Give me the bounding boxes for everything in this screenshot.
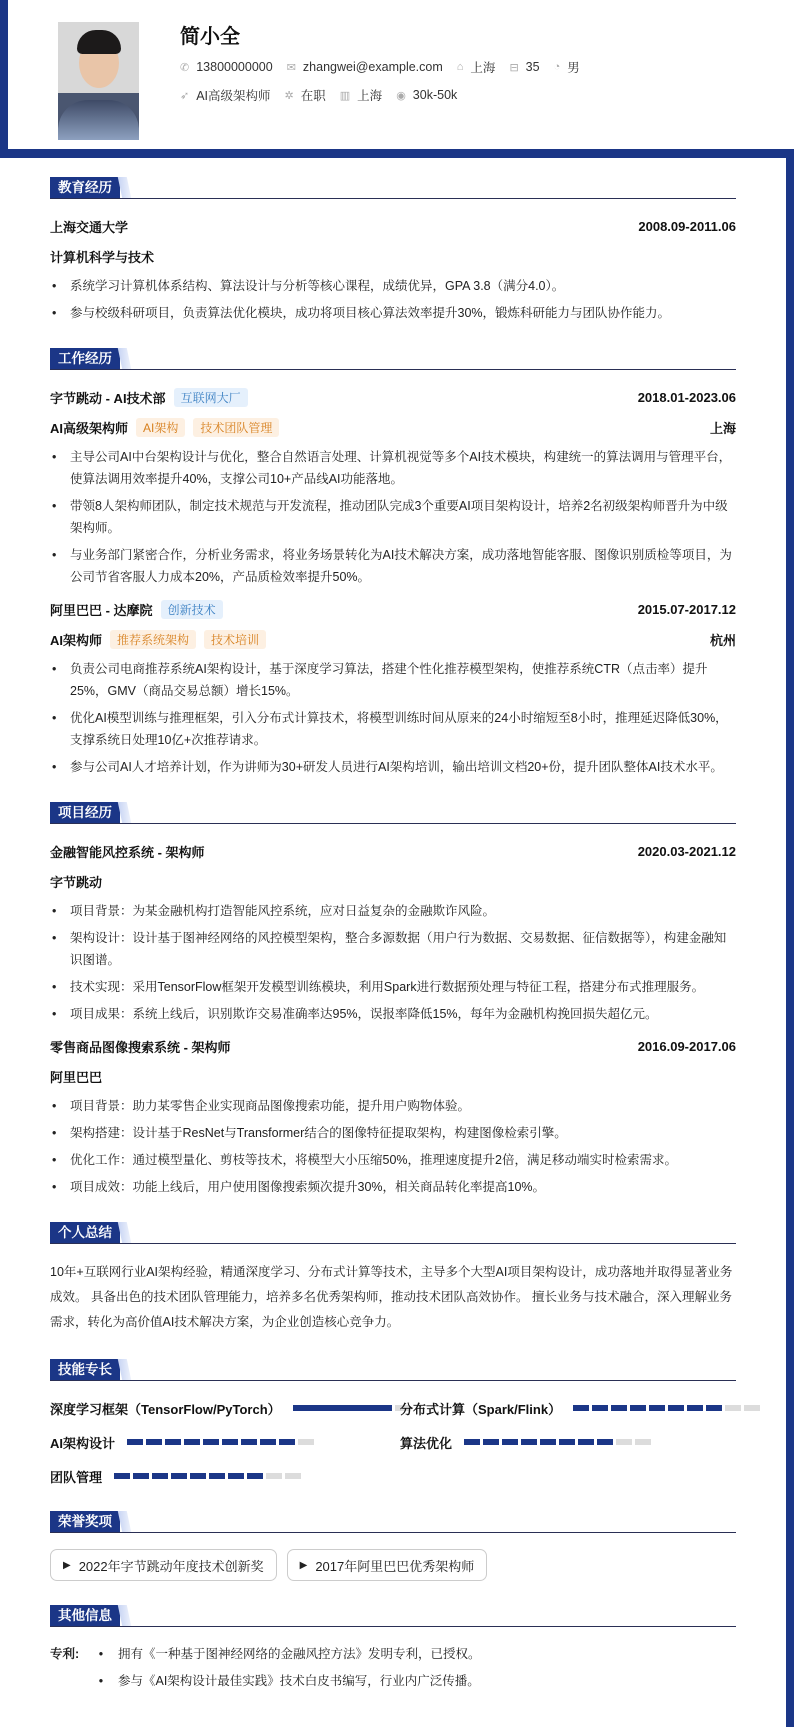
date: 2016.09-2017.06 xyxy=(637,1038,736,1054)
skill-segment-filled xyxy=(578,1439,594,1445)
work-role-row xyxy=(50,628,736,650)
section-title: 技能专长 xyxy=(50,1359,120,1380)
skill-segment-filled xyxy=(559,1439,575,1445)
skill-segment-empty xyxy=(616,1439,632,1445)
gender-icon: ◔ xyxy=(553,61,561,73)
skill-segment-filled xyxy=(190,1473,206,1479)
phone: 13800000000 xyxy=(196,60,273,74)
skill-segment-filled xyxy=(540,1439,556,1445)
work-role-row xyxy=(50,416,736,438)
section-skills xyxy=(50,1359,736,1381)
target-city: 上海 xyxy=(357,89,383,103)
other-item-row xyxy=(50,1670,736,1692)
skill-segment-filled xyxy=(326,1405,337,1411)
project-company: 字节跳动 xyxy=(50,874,103,890)
project-company-row xyxy=(50,1065,736,1087)
role-tag: 推荐系统架构 xyxy=(110,630,196,649)
list-item: • 参与校级科研项目，负责算法优化模块，成功将项目核心算法效率提升30%，锻炼科研能力与团队协作能力。 xyxy=(50,302,736,324)
skill-segment-filled xyxy=(127,1439,143,1445)
skill-item xyxy=(50,1431,400,1453)
list-item: • 带领8人架构师团队，制定技术规范与开发流程，推动团队完成3个重要AI项目架构设计，培养2名初级架构师晋升为中级架构师。 xyxy=(50,495,736,539)
skill-segment-filled xyxy=(706,1405,722,1411)
skill-name: AI架构设计 xyxy=(50,1435,116,1451)
list-item: • 参与公司AI人才培养计划，作为讲师为30+研发人员进行AI架构培训，输出培训文档20+份，提升团队整体AI技术水平。 xyxy=(50,756,736,778)
skill-segment-filled xyxy=(241,1439,257,1445)
skill-segment-filled xyxy=(304,1405,315,1411)
skill-segment-filled xyxy=(279,1439,295,1445)
skill-segment-empty xyxy=(635,1439,651,1445)
skill-segment-filled xyxy=(348,1405,359,1411)
list-item: • 优化AI模型训练与推理框架，引入分布式计算技术，将模型训练时间从原来的24小时缩短至8小时，推理延迟降低30%，支撑系统日处理10亿+次推荐请求。 xyxy=(50,707,736,751)
email: zhangwei@example.com xyxy=(302,60,443,74)
major-row xyxy=(50,245,736,267)
skill-segment-filled xyxy=(209,1473,225,1479)
awards-list xyxy=(50,1549,736,1581)
role-tag: 技术培训 xyxy=(204,630,266,649)
section-title: 项目经历 xyxy=(50,802,120,823)
project-row xyxy=(50,840,736,862)
skill-segment-filled xyxy=(464,1439,480,1445)
list-item: • 架构搭建：设计基于ResNet与Transformer结合的图像特征提取架构，构建图像检索引擎。 xyxy=(50,1122,736,1144)
salary-icon: ◉ xyxy=(396,89,406,102)
skill-name: 算法优化 xyxy=(400,1435,453,1451)
skill-segment-empty xyxy=(285,1473,301,1479)
date: 2015.07-2017.12 xyxy=(637,601,736,617)
skill-segment-filled xyxy=(171,1473,187,1479)
skill-bar xyxy=(114,1473,304,1479)
award-item[interactable] xyxy=(287,1549,488,1581)
skill-segment-filled xyxy=(184,1439,200,1445)
skill-bar xyxy=(127,1439,317,1445)
skill-segment-filled xyxy=(133,1473,149,1479)
summary-text: 10年+互联网行业AI架构经验，精通深度学习、分布式计算等技术，主导多个大型AI项目架构设计，成功落地并取得显著业务成效。 具备出色的技术团队管理能力，培养多名优秀架构师，推动技术团队高效协作。 擅长业务与技术融合，深入理解业务需求，转化为高价值AI技术解决方案，为企业创造核心竞争力。 xyxy=(50,1265,733,1329)
project-row xyxy=(50,1035,736,1057)
company-tag: 互联网大厂 xyxy=(174,388,248,407)
skill-segment-filled xyxy=(573,1405,589,1411)
role-tag: 技术团队管理 xyxy=(193,418,279,437)
list-item: • 项目背景：为某金融机构打造智能风控系统，应对日益复杂的金融欺诈风险。 xyxy=(50,900,736,922)
age: 35 xyxy=(525,60,540,74)
skill-segment-filled xyxy=(222,1439,238,1445)
gender: 男 xyxy=(567,61,580,75)
section-title: 教育经历 xyxy=(50,177,120,198)
section-awards xyxy=(50,1511,736,1533)
section-projects xyxy=(50,802,736,824)
skill-segment-filled xyxy=(146,1439,162,1445)
skill-segment-empty xyxy=(725,1405,741,1411)
list-item: 参与《AI架构设计最佳实践》技术白皮书编写，行业内广泛传播。 xyxy=(118,1674,480,1688)
skill-name: 团队管理 xyxy=(50,1469,103,1485)
section-title: 其他信息 xyxy=(50,1605,120,1626)
list-item: • 负责公司电商推荐系统AI架构设计，基于深度学习算法，搭建个性化推荐模型架构，使推荐系统CTR（点击率）提升25%，GMV（商品交易总额）增长15%。 xyxy=(50,658,736,702)
date: 2020.03-2021.12 xyxy=(637,843,736,859)
skill-segment-empty xyxy=(266,1473,282,1479)
skill-item xyxy=(50,1397,400,1419)
skill-segment-filled xyxy=(592,1405,608,1411)
status-icon: ✲ xyxy=(284,89,294,102)
education-row xyxy=(50,215,736,237)
skill-segment-filled xyxy=(668,1405,684,1411)
resume-content xyxy=(50,0,736,1727)
status: 在职 xyxy=(300,89,326,103)
skill-bar xyxy=(464,1439,654,1445)
skill-segment-filled xyxy=(381,1405,392,1411)
role: AI架构师 xyxy=(50,632,103,648)
project-name: 零售商品图像搜索系统 - 架构师 xyxy=(50,1039,231,1055)
list-item: • 技术实现：采用TensorFlow框架开发模型训练模块，利用Spark进行数据预处理与特征工程，搭建分布式推理服务。 xyxy=(50,976,736,998)
section-title: 工作经历 xyxy=(50,348,120,369)
city: 上海 xyxy=(470,61,496,75)
bullet: • xyxy=(98,1647,104,1661)
skill-bar xyxy=(573,1405,763,1411)
skill-segment-filled xyxy=(315,1405,326,1411)
award-label: 2017年阿里巴巴优秀架构师 xyxy=(315,1558,475,1574)
school: 上海交通大学 xyxy=(50,219,129,235)
skill-bar xyxy=(293,1405,409,1411)
project-company-row xyxy=(50,870,736,892)
list-item: • 项目背景：助力某零售企业实现商品图像搜索功能，提升用户购物体验。 xyxy=(50,1095,736,1117)
location: 杭州 xyxy=(709,632,736,648)
skill-item xyxy=(400,1397,736,1419)
building-icon: ▥ xyxy=(339,89,351,102)
list-item: • 与业务部门紧密合作，分析业务需求，将业务场景转化为AI技术解决方案，成功落地智能客服、图像识别质检等项目，为公司节省客服人力成本20%，产品质检效率提升50%。 xyxy=(50,544,736,588)
skill-segment-filled xyxy=(687,1405,703,1411)
skill-segment-filled xyxy=(502,1439,518,1445)
position: AI高级架构师 xyxy=(196,89,271,103)
section-title: 荣誉奖项 xyxy=(50,1511,120,1532)
skill-segment-filled xyxy=(293,1405,304,1411)
skill-name: 分布式计算（Spark/Flink） xyxy=(400,1401,562,1417)
skill-segment-filled xyxy=(260,1439,276,1445)
other-patent-row xyxy=(50,1643,736,1665)
section-summary xyxy=(50,1222,736,1244)
skills-grid xyxy=(50,1397,736,1487)
salary: 30k-50k xyxy=(412,88,458,102)
skill-segment-filled xyxy=(597,1439,613,1445)
skill-item xyxy=(400,1431,736,1453)
skill-segment-filled xyxy=(165,1439,181,1445)
date: 2008.09-2011.06 xyxy=(638,218,736,234)
section-education xyxy=(50,177,736,199)
skill-segment-filled xyxy=(521,1439,537,1445)
work-company-row xyxy=(50,598,736,620)
skill-segment-filled xyxy=(630,1405,646,1411)
triangle-right-icon: ▶ xyxy=(299,1559,308,1571)
project-name: 金融智能风控系统 - 架构师 xyxy=(50,844,205,860)
company-tag: 创新技术 xyxy=(161,600,223,619)
send-icon: ➶ xyxy=(180,89,190,102)
skill-segment-filled xyxy=(203,1439,219,1445)
location: 上海 xyxy=(709,420,736,436)
company: 字节跳动 - AI技术部 xyxy=(50,390,166,406)
list-item: • 主导公司AI中台架构设计与优化，整合自然语言处理、计算机视觉等多个AI技术模块，构建统一的算法调用与管理平台，使算法调用效率提升40%，支撑公司10+产品线AI功能落地。 xyxy=(50,446,736,490)
role-tag: AI架构 xyxy=(136,418,185,437)
award-label: 2022年字节跳动年度技术创新奖 xyxy=(78,1558,264,1574)
skill-segment-filled xyxy=(611,1405,627,1411)
skill-segment-filled xyxy=(483,1439,499,1445)
list-item: • 架构设计：设计基于图神经网络的风控模型架构，整合多源数据（用户行为数据、交易数据、征信数据等），构建金融知识图谱。 xyxy=(50,927,736,971)
skill-segment-empty xyxy=(298,1439,314,1445)
major: 计算机科学与技术 xyxy=(50,249,155,265)
list-item: • 项目成效：功能上线后，用户使用图像搜索频次提升30%，相关商品转化率提高10%。 xyxy=(50,1176,736,1198)
mail-icon: ✉ xyxy=(286,61,296,74)
date: 2018.01-2023.06 xyxy=(637,389,736,405)
skill-segment-filled xyxy=(649,1405,665,1411)
list-item: • 系统学习计算机体系结构、算法设计与分析等核心课程，成绩优异，GPA 3.8（满分4.0）。 xyxy=(50,275,736,297)
home-icon: ⌂ xyxy=(456,61,464,73)
skill-segment-filled xyxy=(152,1473,168,1479)
phone-icon: ✆ xyxy=(180,61,190,74)
list-item: • 项目成果：系统上线后，识别欺诈交易准确率达95%，误报率降低15%，每年为金融机构挽回损失超亿元。 xyxy=(50,1003,736,1025)
skill-segment-filled xyxy=(247,1473,263,1479)
skill-segment-filled xyxy=(228,1473,244,1479)
section-work xyxy=(50,348,736,370)
age-icon: ⊟ xyxy=(509,61,519,74)
skill-item xyxy=(50,1465,400,1487)
section-other xyxy=(50,1605,736,1627)
skill-segment-empty xyxy=(744,1405,760,1411)
triangle-right-icon: ▶ xyxy=(63,1559,71,1571)
skill-segment-filled xyxy=(114,1473,130,1479)
skill-name: 深度学习框架（TensorFlow/PyTorch） xyxy=(50,1401,281,1417)
project-company: 阿里巴巴 xyxy=(50,1069,103,1085)
list-item: • 优化工作：通过模型量化、剪枝等技术，将模型大小压缩50%，推理速度提升2倍，满足移动端实时检索需求。 xyxy=(50,1149,736,1171)
award-item[interactable] xyxy=(50,1549,277,1581)
company: 阿里巴巴 - 达摩院 xyxy=(50,602,153,618)
section-title: 个人总结 xyxy=(50,1222,120,1243)
work-company-row xyxy=(50,386,736,408)
skill-segment-filled xyxy=(359,1405,370,1411)
candidate-name: 简小全 xyxy=(180,26,240,48)
list-item: 拥有《一种基于图神经网络的金融风控方法》发明专利，已授权。 xyxy=(118,1647,481,1661)
skill-segment-filled xyxy=(337,1405,348,1411)
bullet: • xyxy=(98,1674,104,1688)
role: AI高级架构师 xyxy=(50,420,129,436)
other-label: 专利: xyxy=(50,1647,80,1661)
skill-segment-filled xyxy=(370,1405,381,1411)
